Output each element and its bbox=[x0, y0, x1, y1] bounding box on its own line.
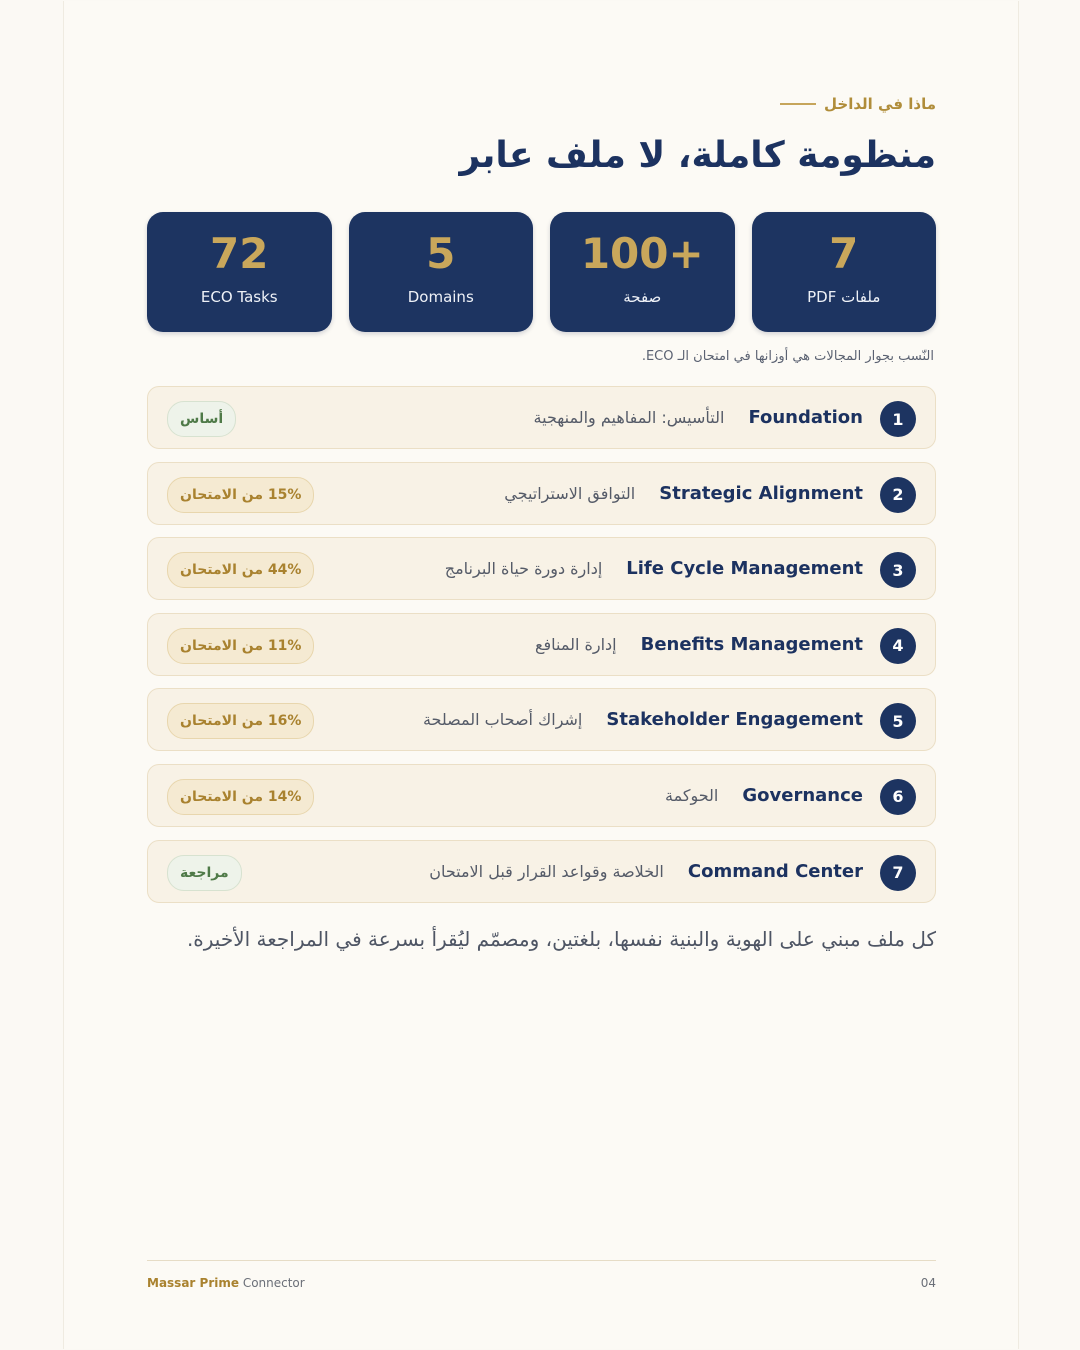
domain-weight-badge: 16% من الامتحان bbox=[167, 703, 314, 739]
stat-label: Domains bbox=[407, 288, 474, 306]
domain-number: 4 bbox=[880, 628, 916, 664]
domain-weight-badge: 15% من الامتحان bbox=[167, 477, 314, 513]
stat-card-pdf-files bbox=[752, 212, 937, 332]
domain-row bbox=[147, 764, 936, 827]
domain-number: 1 bbox=[880, 401, 916, 437]
domain-row bbox=[147, 537, 936, 600]
domain-number: 6 bbox=[880, 779, 916, 815]
stat-card-eco-tasks bbox=[147, 212, 332, 332]
domain-name-ar: التأسيس: المفاهيم والمنهجية bbox=[533, 408, 725, 427]
domain-number: 3 bbox=[880, 552, 916, 588]
domain-name-ar: التوافق الاستراتيجي bbox=[504, 483, 636, 503]
domain-number: 7 bbox=[880, 855, 916, 891]
domain-weight-badge: 44% من الامتحان bbox=[167, 552, 314, 588]
domain-name-ar: إدارة دورة حياة البرنامج bbox=[444, 559, 603, 579]
stat-value: 5 bbox=[426, 229, 456, 278]
stats-row bbox=[147, 212, 936, 332]
domain-row bbox=[147, 688, 936, 751]
footer-product-name: Connector bbox=[239, 1276, 305, 1290]
domain-name-ar: إشراك أصحاب المصلحة bbox=[422, 710, 583, 730]
domain-texts bbox=[665, 765, 863, 826]
domain-texts bbox=[534, 387, 863, 448]
domain-name-en: Command Center bbox=[687, 860, 863, 882]
eyebrow bbox=[780, 95, 936, 113]
domain-name-en: Stakeholder Engagement bbox=[606, 709, 863, 731]
stat-label: صفحة bbox=[623, 288, 662, 306]
domain-texts bbox=[445, 538, 863, 599]
domain-name-ar: إدارة المنافع bbox=[534, 634, 617, 654]
stat-label: ملفات PDF bbox=[807, 288, 881, 306]
closing-text: كل ملف مبني على الهوية والبنية نفسها، بلغتين، ومصمّم ليُقرأ بسرعة في المراجعة الأخيرة. bbox=[186, 927, 936, 951]
domain-row bbox=[147, 462, 936, 525]
domain-badge: مراجعة bbox=[167, 855, 242, 891]
domain-name-en: Life Cycle Management bbox=[626, 558, 863, 580]
domain-number: 2 bbox=[880, 477, 916, 513]
stat-value: +100 bbox=[580, 229, 704, 278]
stat-card-pages bbox=[550, 212, 735, 332]
footer-brand bbox=[147, 1276, 305, 1290]
eyebrow-text: ماذا في الداخل bbox=[824, 95, 936, 113]
stat-label: ECO Tasks bbox=[200, 288, 278, 306]
domain-name-en: Strategic Alignment bbox=[659, 482, 863, 504]
domain-weight-badge: 14% من الامتحان bbox=[167, 779, 314, 815]
domain-row bbox=[147, 386, 936, 449]
domain-name-en: Governance bbox=[742, 784, 863, 806]
domain-texts bbox=[429, 841, 863, 902]
domain-texts bbox=[535, 614, 863, 675]
domain-name-ar: الخلاصة وقواعد القرار قبل الامتحان bbox=[429, 861, 664, 881]
domain-texts bbox=[504, 463, 863, 524]
domain-name-en: Benefits Management bbox=[640, 633, 863, 655]
page-number: 04 bbox=[920, 1276, 936, 1290]
stat-card-domains bbox=[349, 212, 534, 332]
domain-weight-badge: 11% من الامتحان bbox=[167, 628, 314, 664]
page bbox=[63, 1, 1019, 1349]
footer-brand-name: Massar Prime bbox=[147, 1276, 239, 1290]
weights-note: النّسب بجوار المجالات هي أوزانها في امتحان الـ ECO. bbox=[641, 349, 934, 364]
domain-row bbox=[147, 613, 936, 676]
domain-name-ar: الحوكمة bbox=[665, 785, 719, 805]
domain-badge: أساس bbox=[167, 401, 236, 437]
domain-number: 5 bbox=[880, 703, 916, 739]
page-title: منظومة كاملة، لا ملف عابر bbox=[459, 135, 936, 176]
stat-value: 72 bbox=[210, 229, 269, 278]
eyebrow-line bbox=[780, 103, 816, 105]
domains-list bbox=[147, 386, 936, 915]
domain-row bbox=[147, 840, 936, 903]
footer-divider bbox=[147, 1260, 936, 1261]
domain-texts bbox=[423, 689, 863, 750]
stat-value: 7 bbox=[829, 229, 859, 278]
domain-name-en: Foundation bbox=[748, 407, 863, 428]
